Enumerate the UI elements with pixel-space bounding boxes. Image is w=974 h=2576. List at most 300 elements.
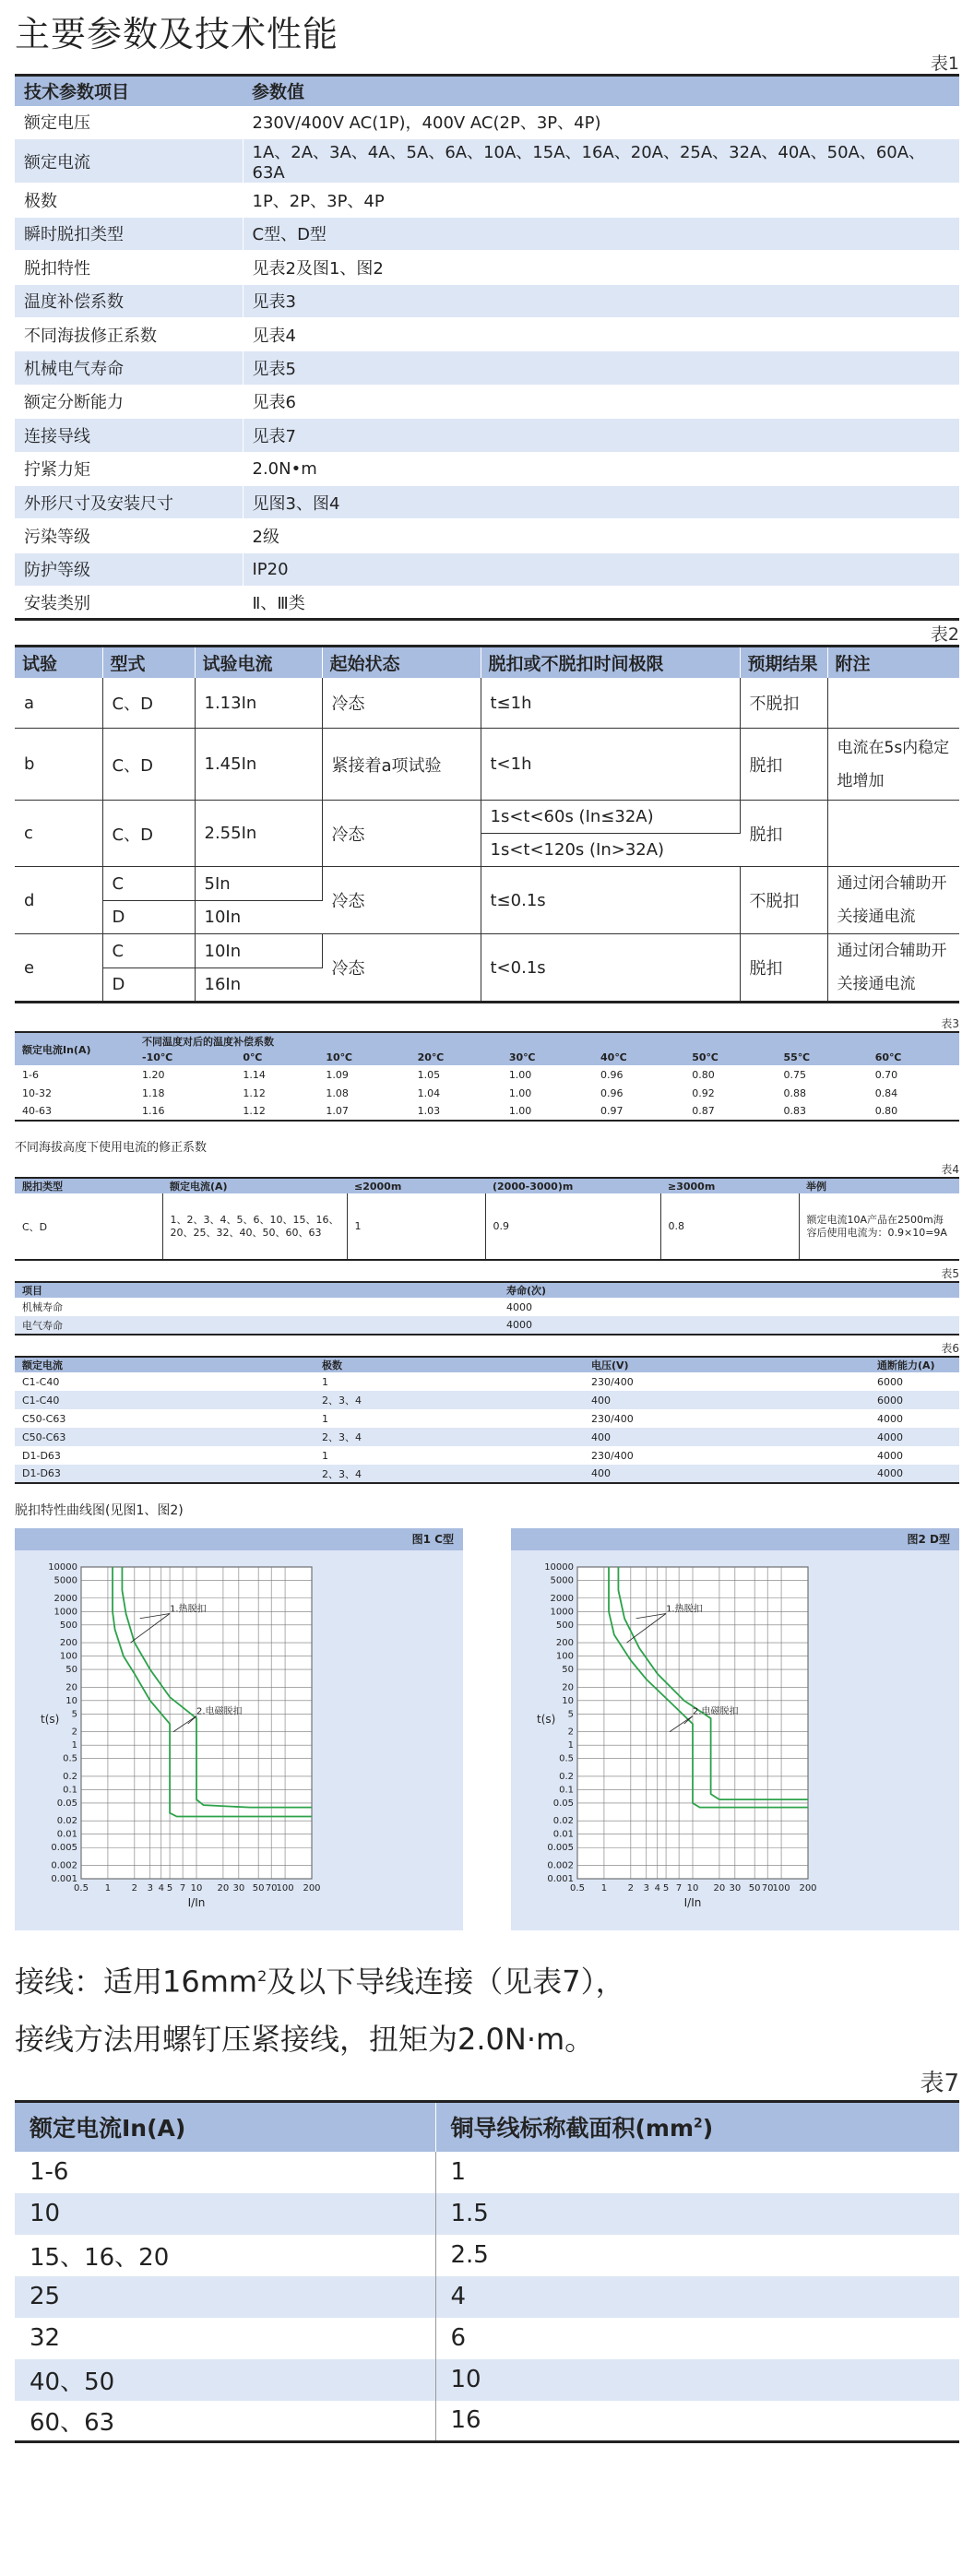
y-tick-label: 200 bbox=[555, 1638, 574, 1649]
table-row bbox=[15, 2193, 959, 2235]
wiring-line-1 bbox=[15, 1949, 959, 2010]
table-cell: 4000 bbox=[506, 1300, 532, 1313]
table-cell: 0.92 bbox=[692, 1086, 715, 1099]
table-cell: 1.05 bbox=[417, 1068, 441, 1081]
table-cell: 2、3、4 bbox=[315, 1465, 584, 1483]
y-tick-label: 1000 bbox=[53, 1607, 77, 1618]
table-row bbox=[15, 317, 959, 350]
x-tick-label: 70 bbox=[761, 1883, 774, 1894]
table-cell: D bbox=[102, 900, 195, 934]
table-cell: 1.00 bbox=[508, 1105, 532, 1118]
table-cell: e bbox=[15, 934, 102, 1003]
table6-label: 表6 bbox=[941, 1342, 959, 1356]
table-cell: 通过闭合辅助开关接通电流 bbox=[827, 934, 959, 1003]
x-tick-label: 7 bbox=[179, 1883, 186, 1894]
table-cell: 60、63 bbox=[15, 2401, 435, 2442]
table-cell: 不脱扣 bbox=[740, 678, 827, 729]
y-tick-label: 0.001 bbox=[51, 1874, 77, 1885]
x-tick-label: 50 bbox=[748, 1883, 761, 1894]
table3-temp-header: 50℃ bbox=[684, 1050, 776, 1065]
y-tick-label: 10 bbox=[65, 1696, 77, 1707]
table2-header: 附注 bbox=[827, 647, 959, 678]
table-cell: C型、D型 bbox=[243, 217, 959, 250]
table-cell: 1.00 bbox=[508, 1086, 532, 1099]
table-cell: 0.80 bbox=[692, 1068, 715, 1081]
table-cell: 10 bbox=[15, 2193, 435, 2235]
table-cell: 1.16 bbox=[142, 1105, 165, 1118]
table5 bbox=[15, 1281, 959, 1335]
table2-header: 起始状态 bbox=[322, 647, 481, 678]
y-tick-label: 10000 bbox=[48, 1562, 77, 1573]
y-tick-label: 0.002 bbox=[547, 1860, 574, 1871]
table-row bbox=[15, 184, 959, 217]
x-tick-label: 100 bbox=[276, 1883, 294, 1894]
table-cell: 4000 bbox=[877, 1412, 903, 1425]
table-cell: 瞬时脱扣类型 bbox=[15, 217, 243, 250]
table-cell: 0.8 bbox=[660, 1193, 799, 1260]
table-cell: 0.97 bbox=[600, 1105, 624, 1118]
table7 bbox=[15, 2100, 959, 2443]
table-cell: 16 bbox=[450, 2406, 481, 2435]
table-cell: 见表4 bbox=[243, 317, 959, 350]
table-cell: 不脱扣 bbox=[740, 867, 827, 934]
table4 bbox=[15, 1177, 959, 1261]
table-cell: 6 bbox=[450, 2324, 467, 2353]
table-cell: 1s<t<120s (In>32A) bbox=[481, 834, 740, 867]
table-cell: 40、50 bbox=[15, 2359, 435, 2401]
table2-label: 表2 bbox=[930, 624, 959, 646]
table-cell: 0.9 bbox=[485, 1193, 660, 1260]
table-row bbox=[15, 1428, 959, 1446]
table-cell: t≤0.1s bbox=[481, 867, 740, 934]
table-cell: t<0.1s bbox=[481, 934, 740, 1003]
table-cell: C、D bbox=[15, 1193, 162, 1260]
table-cell: 见表6 bbox=[243, 385, 959, 418]
y-tick-label: 0.05 bbox=[552, 1798, 574, 1810]
table4-header: 额定电流(A) bbox=[162, 1178, 347, 1193]
y-tick-label: 20 bbox=[65, 1682, 77, 1693]
table7-header bbox=[435, 2102, 959, 2152]
x-tick-label: 7 bbox=[675, 1883, 683, 1894]
table-cell: D1-D63 bbox=[15, 1465, 315, 1483]
table-cell: 机械寿命 bbox=[22, 1301, 63, 1314]
table-cell: 1.5 bbox=[435, 2193, 959, 2235]
table7-header-text: 铜导线标称截面积(mm bbox=[450, 2115, 695, 2143]
table3-temp-header: 0℃ bbox=[235, 1050, 318, 1065]
table4-header: ≤2000m bbox=[347, 1178, 485, 1193]
y-tick-label: 100 bbox=[555, 1652, 574, 1663]
table-row bbox=[15, 1084, 959, 1102]
y-tick-label: 1 bbox=[567, 1740, 574, 1751]
table-cell: 污染等级 bbox=[15, 519, 243, 552]
y-tick-label: 10 bbox=[562, 1696, 574, 1707]
table-cell: 2.55In bbox=[195, 801, 322, 867]
table-cell: 冷态 bbox=[322, 867, 481, 934]
y-tick-label: 2 bbox=[567, 1727, 574, 1739]
table-row bbox=[15, 2359, 959, 2401]
table-cell: a bbox=[15, 678, 102, 729]
y-tick-label: 500 bbox=[555, 1620, 574, 1632]
table3-label: 表3 bbox=[941, 1017, 959, 1031]
x-tick-label: 4 bbox=[158, 1883, 164, 1894]
table-cell: 1.12 bbox=[243, 1105, 266, 1118]
table-cell: 400 bbox=[584, 1428, 870, 1446]
table-cell: 1.45In bbox=[195, 729, 322, 801]
y-tick-label: 0.02 bbox=[56, 1816, 77, 1827]
table6-header: 通断能力(A) bbox=[870, 1357, 959, 1372]
table-cell: 温度补偿系数 bbox=[15, 284, 243, 317]
table3 bbox=[15, 1031, 959, 1122]
table-cell bbox=[827, 678, 959, 729]
table-cell bbox=[827, 801, 959, 867]
table-cell: 1-6 bbox=[15, 2152, 435, 2193]
table-row bbox=[15, 217, 959, 250]
chart-d-type-plot bbox=[511, 1550, 959, 1930]
x-tick-label: 50 bbox=[252, 1883, 265, 1894]
y-tick-label: 0.005 bbox=[547, 1843, 574, 1854]
table-cell: 额定电流10A产品在2500m海容后使用电流为：0.9×10=9A bbox=[806, 1213, 947, 1239]
table-cell: 脱扣 bbox=[740, 934, 827, 1003]
table-row bbox=[15, 2401, 959, 2442]
table-cell: 连接导线 bbox=[15, 419, 243, 452]
table2-header: 试验 bbox=[15, 647, 102, 678]
table-row bbox=[15, 351, 959, 385]
table-cell: 10In bbox=[195, 900, 322, 934]
table-cell: 230/400 bbox=[591, 1412, 634, 1425]
table-cell: 机械电气寿命 bbox=[15, 351, 243, 385]
table-cell: 1 bbox=[322, 1412, 328, 1425]
table-cell: 230/400 bbox=[591, 1449, 634, 1462]
table7-header-sup: 2 bbox=[694, 2117, 703, 2132]
table-row bbox=[15, 1298, 959, 1316]
table-cell: C1-C40 bbox=[22, 1375, 60, 1388]
y-tick-label: 2000 bbox=[53, 1594, 77, 1605]
table7-header: 额定电流In(A) bbox=[15, 2102, 435, 2152]
x-tick-label: 5 bbox=[166, 1883, 173, 1894]
table-cell: 0.84 bbox=[874, 1086, 898, 1099]
table5-header: 寿命(次) bbox=[499, 1282, 959, 1298]
table-row bbox=[15, 452, 959, 485]
table-cell: 电流在5s内稳定地增加 bbox=[827, 729, 959, 801]
y-tick-label: 5 bbox=[567, 1709, 574, 1720]
table-cell: 25 bbox=[15, 2276, 435, 2318]
table-cell: C、D bbox=[102, 801, 195, 867]
y-tick-label: 5 bbox=[71, 1709, 77, 1720]
chart-d-type bbox=[511, 1528, 959, 1930]
y-tick-label: 1000 bbox=[550, 1607, 574, 1618]
x-tick-label: 10 bbox=[686, 1883, 699, 1894]
table-cell: 0.96 bbox=[600, 1068, 624, 1081]
x-tick-label: 1 bbox=[104, 1883, 112, 1894]
table-cell: 2级 bbox=[243, 519, 959, 552]
table-cell: 冷态 bbox=[322, 678, 481, 729]
table-cell: d bbox=[15, 867, 102, 934]
x-tick-label: 20 bbox=[713, 1883, 726, 1894]
y-tick-label: 0.5 bbox=[559, 1754, 574, 1765]
table-cell: 1.07 bbox=[326, 1105, 349, 1118]
table-cell: 1.03 bbox=[417, 1105, 441, 1118]
x-tick-label: 20 bbox=[217, 1883, 230, 1894]
table-cell: 1.18 bbox=[142, 1086, 165, 1099]
y-tick-label: 2 bbox=[71, 1727, 77, 1739]
y-tick-label: 0.1 bbox=[559, 1785, 574, 1796]
table-row bbox=[15, 1372, 959, 1391]
y-tick-label: 5000 bbox=[550, 1576, 574, 1587]
table-row bbox=[15, 251, 959, 284]
table-cell: 0.75 bbox=[783, 1068, 806, 1081]
y-tick-label: 0.5 bbox=[63, 1754, 77, 1765]
table-cell: 5In bbox=[195, 867, 322, 901]
table-row bbox=[15, 485, 959, 518]
table-cell: C50-C63 bbox=[15, 1428, 315, 1446]
annotation-magnetic: 2.电磁脱扣 bbox=[196, 1706, 243, 1717]
y-tick-label: 50 bbox=[65, 1665, 77, 1676]
y-tick-label: 0.2 bbox=[63, 1772, 77, 1783]
y-tick-label: 0.01 bbox=[56, 1830, 77, 1841]
table1-header: 参数值 bbox=[243, 76, 959, 106]
table2-header: 试验电流 bbox=[195, 647, 322, 678]
x-tick-label: 0.5 bbox=[74, 1883, 89, 1894]
table-cell: 额定电流 bbox=[15, 139, 243, 184]
table-cell: t<1h bbox=[481, 729, 740, 801]
table-cell: 1、2、3、4、5、6、10、15、16、20、25、32、40、50、60、63 bbox=[162, 1193, 347, 1260]
table-cell: 额定电压 bbox=[15, 106, 243, 139]
table3-temp-header: -10℃ bbox=[135, 1050, 235, 1065]
x-tick-label: 30 bbox=[232, 1883, 245, 1894]
wiring-line-2: 接线方法用螺钉压紧接线，扭矩为2.0N·m。 bbox=[15, 2022, 595, 2058]
table6-header: 额定电流 bbox=[15, 1357, 315, 1372]
table2-header: 脱扣或不脱扣时间极限 bbox=[481, 647, 740, 678]
y-axis-label: t(s) bbox=[537, 1713, 556, 1727]
table4-label: 表4 bbox=[941, 1163, 959, 1177]
table-cell: 0.83 bbox=[783, 1105, 806, 1118]
annotation-thermal: 1.热脱扣 bbox=[666, 1604, 703, 1615]
x-tick-label: 10 bbox=[190, 1883, 203, 1894]
curve-caption: 脱扣特性曲线图(见图1、图2) bbox=[15, 1503, 184, 1519]
table-row bbox=[15, 1316, 959, 1335]
x-tick-label: 0.5 bbox=[570, 1883, 585, 1894]
table3-temp-header: 20℃ bbox=[410, 1050, 502, 1065]
table4-caption: 不同海拔高度下使用电流的修正系数 bbox=[15, 1141, 208, 1156]
table-cell: 10-32 bbox=[22, 1086, 52, 1099]
table4-header: 举例 bbox=[799, 1178, 959, 1193]
table-cell: 0.87 bbox=[692, 1105, 715, 1118]
table-row bbox=[15, 1446, 959, 1465]
y-tick-label: 500 bbox=[59, 1620, 77, 1632]
y-tick-label: 10000 bbox=[544, 1562, 574, 1573]
table-cell: 2.0N•m bbox=[243, 452, 959, 485]
x-tick-label: 2 bbox=[627, 1883, 635, 1894]
y-tick-label: 20 bbox=[562, 1682, 574, 1693]
table2 bbox=[15, 645, 959, 1003]
table3-temp-header: 30℃ bbox=[502, 1050, 593, 1065]
table4-header: (2000-3000)m bbox=[485, 1178, 660, 1193]
table-cell: 1.14 bbox=[243, 1068, 266, 1081]
table-cell: 40-63 bbox=[22, 1105, 52, 1118]
table-cell: 10 bbox=[435, 2359, 959, 2401]
y-tick-label: 2000 bbox=[550, 1594, 574, 1605]
table-cell: 1 bbox=[450, 2158, 467, 2187]
table-cell: C50-C63 bbox=[22, 1412, 66, 1425]
y-axis-label: t(s) bbox=[41, 1713, 60, 1727]
table-cell: 脱扣特性 bbox=[15, 251, 243, 284]
table5-header: 项目 bbox=[15, 1282, 499, 1298]
table-row bbox=[15, 106, 959, 139]
table-cell: 1P、2P、3P、4P bbox=[243, 184, 959, 217]
table-cell: Ⅱ、Ⅲ类 bbox=[243, 587, 959, 620]
table-cell: 1.13In bbox=[195, 678, 322, 729]
table6-header: 电压(V) bbox=[584, 1357, 870, 1372]
table-cell: 极数 bbox=[15, 184, 243, 217]
table-row bbox=[15, 1409, 959, 1428]
table-cell: D1-D63 bbox=[22, 1449, 61, 1462]
table-cell: 拧紧力矩 bbox=[15, 452, 243, 485]
y-tick-label: 0.001 bbox=[547, 1874, 574, 1885]
table-cell: C1-C40 bbox=[15, 1391, 315, 1409]
y-tick-label: 0.05 bbox=[56, 1798, 77, 1810]
table-cell: 2、3、4 bbox=[315, 1391, 584, 1409]
table1-header: 技术参数项目 bbox=[15, 76, 243, 106]
table-cell: 额定分断能力 bbox=[15, 385, 243, 418]
wiring-notes bbox=[15, 1949, 959, 2067]
table-row bbox=[15, 1465, 959, 1483]
table-row bbox=[15, 139, 959, 184]
table-cell: 1s<t<60s (In≤32A) bbox=[481, 801, 740, 834]
y-tick-label: 100 bbox=[59, 1652, 77, 1663]
table-cell: 15、16、20 bbox=[15, 2235, 435, 2276]
table-row bbox=[15, 1391, 959, 1409]
x-axis-label: I/In bbox=[683, 1896, 702, 1910]
table-row bbox=[15, 419, 959, 452]
table-cell: 1.12 bbox=[243, 1086, 266, 1099]
table-cell: D bbox=[102, 968, 195, 1003]
table-row bbox=[15, 2152, 959, 2193]
table-cell: IP20 bbox=[243, 552, 959, 586]
annotation-thermal: 1.热脱扣 bbox=[170, 1604, 207, 1615]
table7-header-text: ) bbox=[702, 2115, 714, 2143]
table4-header: ≥3000m bbox=[660, 1178, 799, 1193]
table-cell: 1-6 bbox=[22, 1068, 39, 1081]
table-row bbox=[15, 2318, 959, 2359]
table-cell: 1 bbox=[347, 1193, 485, 1260]
table-cell: 通过闭合辅助开关接通电流 bbox=[827, 867, 959, 934]
page-title: 主要参数及技术性能 bbox=[15, 14, 339, 54]
table-cell: 外形尺寸及安装尺寸 bbox=[15, 485, 243, 518]
table-cell: 1 bbox=[322, 1375, 328, 1388]
y-tick-label: 0.01 bbox=[552, 1830, 574, 1841]
x-tick-label: 4 bbox=[654, 1883, 660, 1894]
wiring-text: 及以下导线连接（见表7）， bbox=[267, 1965, 625, 2000]
table-cell: C bbox=[102, 934, 195, 968]
table-row bbox=[15, 1065, 959, 1084]
x-tick-label: 30 bbox=[729, 1883, 742, 1894]
table-cell: C、D bbox=[102, 729, 195, 801]
table-cell: 1.08 bbox=[326, 1086, 349, 1099]
table-row bbox=[15, 284, 959, 317]
x-tick-label: 100 bbox=[772, 1883, 790, 1894]
table-cell: 10In bbox=[195, 934, 322, 968]
chart-title: 图2 D型 bbox=[511, 1528, 959, 1550]
table-cell: b bbox=[15, 729, 102, 801]
table-cell: 安装类别 bbox=[15, 587, 243, 620]
table-cell: 400 bbox=[584, 1465, 870, 1483]
y-tick-label: 0.1 bbox=[63, 1785, 77, 1796]
table-cell: 6000 bbox=[877, 1375, 903, 1388]
table-cell: 脱扣 bbox=[740, 801, 827, 867]
annotation-magnetic: 2.电磁脱扣 bbox=[693, 1706, 739, 1717]
table-cell: 0.80 bbox=[874, 1105, 898, 1118]
table-cell: 4000 bbox=[870, 1428, 959, 1446]
y-tick-label: 5000 bbox=[53, 1576, 77, 1587]
x-tick-label: 3 bbox=[643, 1883, 649, 1894]
table-cell: c bbox=[15, 801, 102, 867]
table-row bbox=[15, 2235, 959, 2276]
table-row bbox=[15, 519, 959, 552]
table-cell: 230V/400V AC(1P)，400V AC(2P、3P、4P) bbox=[243, 106, 959, 139]
y-tick-label: 0.005 bbox=[51, 1843, 77, 1854]
table-cell: 见图3、图4 bbox=[243, 485, 959, 518]
table3-temp-header: 10℃ bbox=[318, 1050, 410, 1065]
y-tick-label: 200 bbox=[59, 1638, 77, 1649]
table-cell: C bbox=[102, 867, 195, 901]
table5-label: 表5 bbox=[941, 1267, 959, 1281]
table6-header: 极数 bbox=[315, 1357, 584, 1372]
x-axis-label: I/In bbox=[187, 1896, 206, 1910]
table-cell: 冷态 bbox=[322, 934, 481, 1003]
table7-label: 表7 bbox=[920, 2070, 959, 2098]
table-cell: 紧接着a项试验 bbox=[322, 729, 481, 801]
table-cell: 0.96 bbox=[600, 1086, 624, 1099]
table-cell: 1.04 bbox=[417, 1086, 441, 1099]
x-tick-label: 5 bbox=[662, 1883, 670, 1894]
table-cell: 32 bbox=[15, 2318, 435, 2359]
table-cell: 0.70 bbox=[874, 1068, 898, 1081]
y-tick-label: 0.2 bbox=[559, 1772, 574, 1783]
table-cell: 2.5 bbox=[450, 2241, 489, 2270]
table-cell: 1A、2A、3A、4A、5A、6A、10A、15A、16A、20A、25A、32A、40A、50A、60A、63A bbox=[243, 139, 959, 184]
table-cell: 1.09 bbox=[326, 1068, 349, 1081]
x-tick-label: 200 bbox=[303, 1883, 321, 1894]
table3-temp-header: 40℃ bbox=[593, 1050, 684, 1065]
table3-header: 额定电流In(A) bbox=[15, 1032, 135, 1065]
table-cell: 4000 bbox=[499, 1316, 959, 1335]
table-cell: 防护等级 bbox=[15, 552, 243, 586]
wiring-text: 接线：适用16mm bbox=[15, 1965, 258, 2000]
table-row bbox=[15, 2276, 959, 2318]
table-cell: 0.88 bbox=[783, 1086, 806, 1099]
y-tick-label: 50 bbox=[562, 1665, 574, 1676]
table-row bbox=[15, 385, 959, 418]
table3-temp-header: 60℃ bbox=[868, 1050, 959, 1065]
table6 bbox=[15, 1356, 959, 1484]
y-tick-label: 1 bbox=[71, 1740, 77, 1751]
table-cell: 16In bbox=[195, 968, 322, 1003]
table-cell: 冷态 bbox=[322, 801, 481, 867]
table1-label: 表1 bbox=[930, 53, 959, 74]
x-tick-label: 3 bbox=[147, 1883, 153, 1894]
table2-header: 预期结果 bbox=[740, 647, 827, 678]
x-tick-label: 1 bbox=[600, 1883, 608, 1894]
y-tick-label: 0.02 bbox=[552, 1816, 574, 1827]
table-cell: 4000 bbox=[877, 1449, 903, 1462]
table-row bbox=[15, 587, 959, 620]
table-cell: 电气寿命 bbox=[15, 1316, 499, 1335]
table-cell: 见表2及图1、图2 bbox=[243, 251, 959, 284]
x-tick-label: 70 bbox=[265, 1883, 278, 1894]
table-row bbox=[15, 552, 959, 586]
wiring-sup: 2 bbox=[257, 1967, 267, 1986]
table-cell: 1.00 bbox=[508, 1068, 532, 1081]
